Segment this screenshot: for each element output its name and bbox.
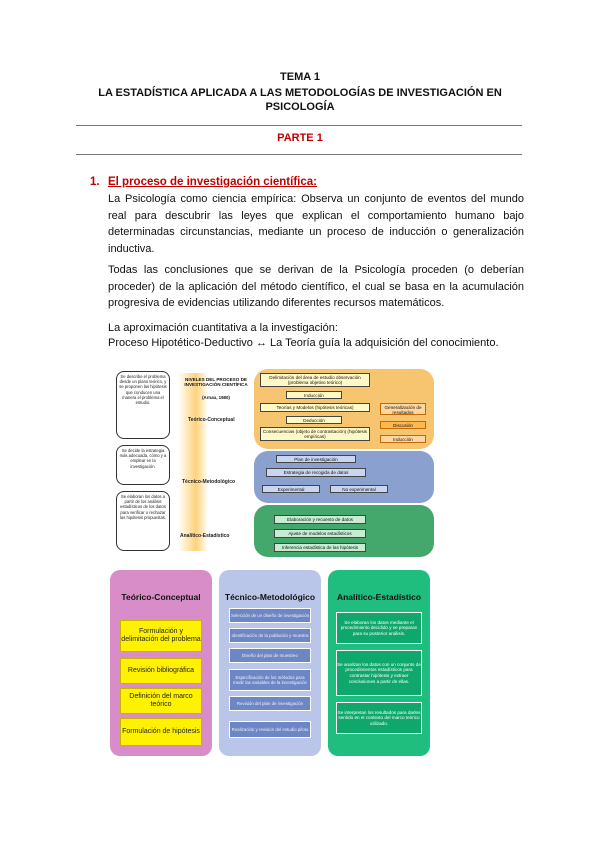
paragraph-3: La aproximación cuantitativa a la investigación: — [108, 322, 338, 334]
tc-box-deduccion: Deducción — [286, 416, 342, 424]
tema-label: TEMA 1 — [280, 71, 320, 83]
tm-item-revision-plan: Revisión del plan de investigación — [229, 696, 311, 711]
tm-item-metodos: Especificación de los métodos para medir las variables de la investigación — [229, 669, 311, 691]
tm-box-estrategia: Estrategia de recogida de datos — [266, 468, 366, 477]
divider-bottom — [76, 154, 522, 155]
levels-heading: NIVELES DEL PROCESO DE INVESTIGACIÓN CIENTÍFICA — [184, 377, 248, 388]
tm-box-experimental: Experimental — [262, 485, 320, 493]
tm-box-no-experimental: No experimental — [330, 485, 388, 493]
tc-item-formulacion-problema: Formulación y delimitación del problema — [120, 620, 202, 652]
document-title: LA ESTADÍSTICA APLICADA A LAS METODOLOGÍAS DE INVESTIGACIÓN EN — [98, 87, 502, 99]
tc-box-induccion: Inducción — [286, 391, 342, 399]
ae-box-inferencia: Inferencia estadística de las hipótesis — [274, 543, 366, 552]
tm-item-muestreo: Diseño del plan de muestreo — [229, 648, 311, 663]
ae-box-ajuste: Ajuste de modelos estadísticos — [274, 529, 366, 538]
tc-box-discusion: Discusión — [380, 421, 426, 429]
section-heading: El proceso de investigación científica: — [108, 176, 317, 188]
paragraph-1: La Psicología como ciencia empírica: Observa un conjunto de eventos del mundo real para descubrir las leyes que explican el comportamiento humano bajo determinadas circunstancias, mediante un proceso de inducción o generalización inductiva. — [108, 193, 524, 255]
tc-box-teorias: Teorías y Modelos (hipótesis teóricas) — [260, 403, 370, 412]
ae-item-interpretacion: Se interpretan los resultados para darles sentido en el contexto del marco teórico utilizado. — [336, 702, 422, 734]
side-note-method: Se decide la estrategia más adecuada, cómo y a emplear en la investigación. — [116, 445, 170, 485]
level-label-tc: Teórico-Conceptual — [188, 417, 235, 423]
section-number: 1. — [90, 176, 100, 188]
document-title-cont: PSICOLOGÍA — [265, 101, 335, 113]
column-title-ae: Analítico-Estadístico — [336, 592, 422, 602]
tc-box-delimitacion: Delimitación del área de estudio observación (problema objetivo teórico) — [260, 373, 370, 387]
tc-item-formulacion-hipotesis: Formulación de hipótesis — [120, 718, 202, 746]
tc-item-marco-teorico: Definición del marco teórico — [120, 688, 202, 714]
tc-item-revision-bibliografica: Revisión bibliográfica — [120, 658, 202, 684]
paragraph-4: Proceso Hipotético-Deductivo ↔ La Teoría guía la adquisición del conocimiento. — [108, 337, 499, 349]
tm-item-poblacion: Identificación de la población y muestra — [229, 628, 311, 643]
level-label-tm: Técnico-Metodológico — [182, 479, 236, 485]
divider-top — [76, 125, 522, 126]
side-note-theory: Se describe el problema desde un plano teórico, y se proponen las hipótesis que conducen una manera el problema el estudio. — [116, 371, 170, 439]
tm-box-plan: Plan de investigación — [276, 455, 356, 463]
column-analitico-estadistico — [328, 570, 430, 756]
levels-source: (Arnau, 1980) — [202, 395, 230, 400]
paragraph-2: Todas las conclusiones que se derivan de la Psicología proceden (o deberían proceder) de la aplicación del método científico, el cual se basa en la acumulación progresiva de evidencias utilizando diferentes recursos matemáticos. — [108, 264, 524, 309]
side-note-analysis: Se elaboran los datos a partir de los análisis estadísticos de los datos para verificar o rechazar las hipótesis propuestas. — [116, 491, 170, 551]
tm-item-estudio-piloto: Realización y revisión del estudio piloto — [229, 721, 311, 738]
column-title-tc: Teórico-Conceptual — [121, 592, 201, 602]
ae-box-elaboracion: Elaboración y recuento de datos — [274, 515, 366, 524]
column-teorico-conceptual — [110, 570, 212, 756]
column-title-tm: Técnico-Metodológico — [224, 592, 316, 602]
levels-diagram — [108, 365, 438, 565]
tc-box-induccion-right: Inducción — [380, 435, 426, 443]
parte-label: PARTE 1 — [277, 132, 323, 144]
ae-item-elaboracion: Se elaboran los datos mediante el procedimiento decidido y se preparan para su posterior análisis. — [336, 612, 422, 644]
column-tecnico-metodologico — [219, 570, 321, 756]
level-label-ae: Analítico-Estadístico — [180, 533, 230, 539]
tm-item-diseno: Selección de un diseño de investigación — [229, 608, 311, 623]
tc-box-consecuencias: Consecuencias (objeto de contrastación) (hipótesis empíricas) — [260, 427, 370, 441]
tc-box-generalizacion: Generalización de resultados — [380, 403, 426, 415]
ae-item-analisis: Se analizan los datos con un conjunto de procedimientos estadísticos para contrastar hipótesis y extraer conclusiones a partir de ellas. — [336, 650, 422, 696]
